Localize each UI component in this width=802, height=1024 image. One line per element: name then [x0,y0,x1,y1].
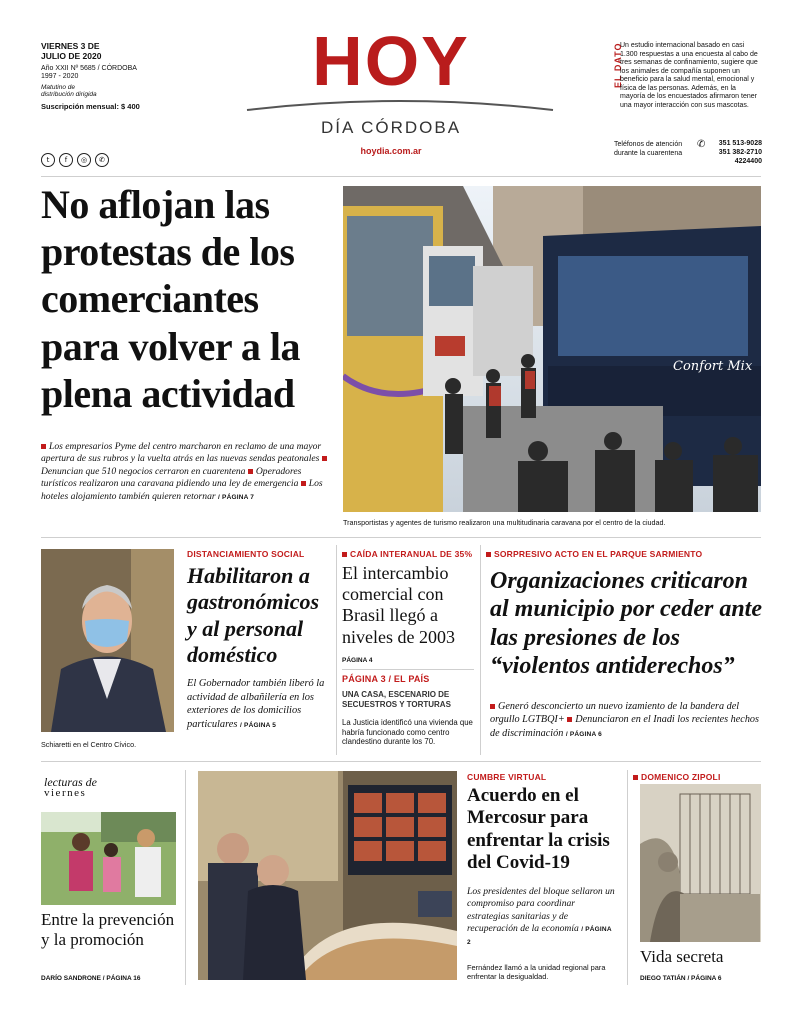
phones-label [614,141,682,159]
website-link[interactable]: hoydia.com.ar [360,146,422,156]
story4-kicker [486,549,702,559]
story6-note: Fernández llamó a la unidad regional para enfrentar la desigualdad. [467,963,606,982]
phone-numbers [712,140,762,166]
whatsapp-icon[interactable]: ✆ [95,153,109,167]
bullet-square [248,469,253,474]
bullet-square [567,717,572,722]
facebook-icon[interactable]: f [59,153,73,167]
edition-years: 1997 - 2020 [41,72,79,80]
lead-summary-3: Operadores turísticos realizaron una caravana pidiendo una ley de emergencia [41,465,302,490]
story6-summary-text: Los presidentes del bloque sellaron un compromiso para coordinar estrategias sanitarias y de recuperación de la economía [467,886,615,935]
instagram-icon[interactable]: ◎ [77,153,91,167]
twitter-icon[interactable]: t [41,153,55,167]
story3-subhead[interactable]: UNA CASA, ESCENARIO DE SECUESTROS Y TORTURAS [342,690,451,709]
lead-summary-1: Los empresarios Pyme del centro marcharon en reclamo de una mayor apertura de sus rubros y la vuelta atrás en las nuevas sendas peatonales [41,441,322,465]
story4-summary-2: Denunciaron en el Inadi los recientes hechos de discriminación [490,714,759,739]
bullet-square [41,444,46,449]
story2-summary [187,677,330,731]
header-divider [41,176,761,177]
issue-date-line2: JULIO DE 2020 [41,50,102,61]
logo-swoosh [245,98,555,112]
story3-section: PÁGINA 3 / EL PAÍS [342,674,430,684]
lecturas-logo-line1: lecturas de [44,775,97,789]
story6-page-ref[interactable]: / PÁGINA 2 [467,926,612,946]
story5-byline [41,975,140,982]
lead-summary [41,441,333,503]
story3-page-ref[interactable]: PÁGINA 4 [342,657,373,664]
lecturas-logo [44,776,97,799]
newspaper-logo[interactable]: HOY [312,22,470,100]
story3-headline[interactable]: El intercambio comercial con Brasil llegó a niveles de 2003 [342,563,455,647]
distribution-line2: distribución dirigida [41,91,97,99]
story4-summary [490,700,762,740]
story2-kicker: DISTANCIAMIENTO SOCIAL [187,549,305,559]
story3-kicker-text: CAÍDA INTERANUAL DE 35% [350,549,473,559]
bullet-square [633,775,638,780]
story3-body: La Justicia identificó una vivienda que habría funcionado como centro clandestino durante los 70. [342,718,473,747]
story7-byline [640,975,722,982]
bullet-square [490,704,495,709]
bullet-square [342,552,347,557]
story5-author: DARÍO SANDRONE [41,975,101,982]
governor-photo [41,549,174,732]
story7-author: DIEGO TATIÁN [640,975,686,982]
lecturas-logo-line2: viernes [44,787,87,799]
lead-headline[interactable]: No aflojan las protestas de los comerciantes para volver a la plena actividad [41,182,301,416]
lead-page-ref[interactable]: / PÁGINA 7 [218,493,255,501]
story5-page-ref[interactable]: / PÁGINA 16 [102,975,141,982]
governor-photo-caption: Schiaretti en el Centro Cívico. [41,740,137,749]
section-divider [41,537,761,538]
story4-page-ref[interactable]: / PÁGINA 6 [565,730,602,738]
el-dato-label: EL DATO [613,42,623,88]
issue-date-line1: VIERNES 3 DE [41,41,100,51]
section-divider [41,761,761,762]
story6-headline[interactable]: Acuerdo en el Mercosur para enfrentar la crisis del Covid-19 [467,785,610,874]
phone-number-3[interactable]: 4224400 [734,157,762,165]
story2-summary-text: El Gobernador también liberó la actividad de albañilería en los exteriores de los domicilios particulares [187,678,325,730]
phone-number-1[interactable]: 351 513-9028 [718,140,762,147]
story7-kicker-text: DOMENICO ZIPOLI [641,772,721,782]
story6-kicker: CUMBRE VIRTUAL [467,772,547,782]
distribution-line1: Matutino de [41,83,75,91]
lead-summary-4: Los hoteles alojamiento también quieren retornar [41,478,323,502]
story7-headline[interactable]: Vida secreta [640,947,724,966]
bullet-square [486,552,491,557]
column-divider [336,545,337,755]
story5-headline[interactable]: Entre la prevención y la promoción [41,910,175,950]
subscription-price: Suscripción mensual: $ 400 [41,101,140,111]
story7-page-ref[interactable]: / PÁGINA 6 [687,975,722,982]
story3-divider [342,669,474,670]
bullet-square [322,456,327,461]
el-dato-text: Un estudio internacional basado en casi 1.300 respuestas a una encuesta al cabo de tres semanas de confinamiento, sugiere que los animales de compañía suponen un beneficio para la salud mental, emocional y física de las personas. Además, en la mayoría de los encuestados afirmaron tener una mayor interacción con sus mascotas. [620,42,758,109]
zipoli-engraving [640,784,761,942]
masthead-left-info [41,42,191,111]
story4-summary-1: Generó desconcierto un nuevo izamiento de la bandera del orgullo LGTBQI+ [490,701,740,726]
social-icons [41,153,113,167]
lead-photo-caption: Transportistas y agentes de turismo realizaron una multitudinaria caravana por el centro de la ciudad. [343,518,666,527]
bullet-square [301,481,306,486]
lead-photo-caravan [343,186,761,512]
story2-headline[interactable]: Habilitaron a gastronómicos y al personal doméstico [187,563,320,668]
phone-icon: ✆ [697,139,706,150]
lead-summary-2: Denuncian que 510 negocios cerraron en cuarentena [41,465,246,477]
story2-page-ref[interactable]: / PÁGINA 5 [240,721,277,729]
phones-label-line2: durante la cuarentena [614,149,683,157]
phone-number-2[interactable]: 351 382-2710 [718,148,762,156]
story4-headline[interactable]: Organizaciones criticaron al municipio por ceder ante las presiones de los “violentos antiderechos” [490,568,762,679]
column-divider [627,770,628,985]
column-divider [480,545,481,755]
edition-number: Año XXII Nº 5685 / CÓRDOBA [41,64,137,72]
column-divider [185,770,186,985]
mercosur-summit-photo [198,771,457,980]
story6-summary [467,886,617,948]
story7-kicker [633,772,721,782]
story4-kicker-text: SORPRESIVO ACTO EN EL PARQUE SARMIENTO [494,549,703,559]
phones-label-line1: Teléfonos de atención [614,141,683,148]
story3-kicker [342,549,472,559]
bus-lettering: Confort Mix [673,359,753,374]
logo-subtitle: DÍA CÓRDOBA [320,118,462,137]
